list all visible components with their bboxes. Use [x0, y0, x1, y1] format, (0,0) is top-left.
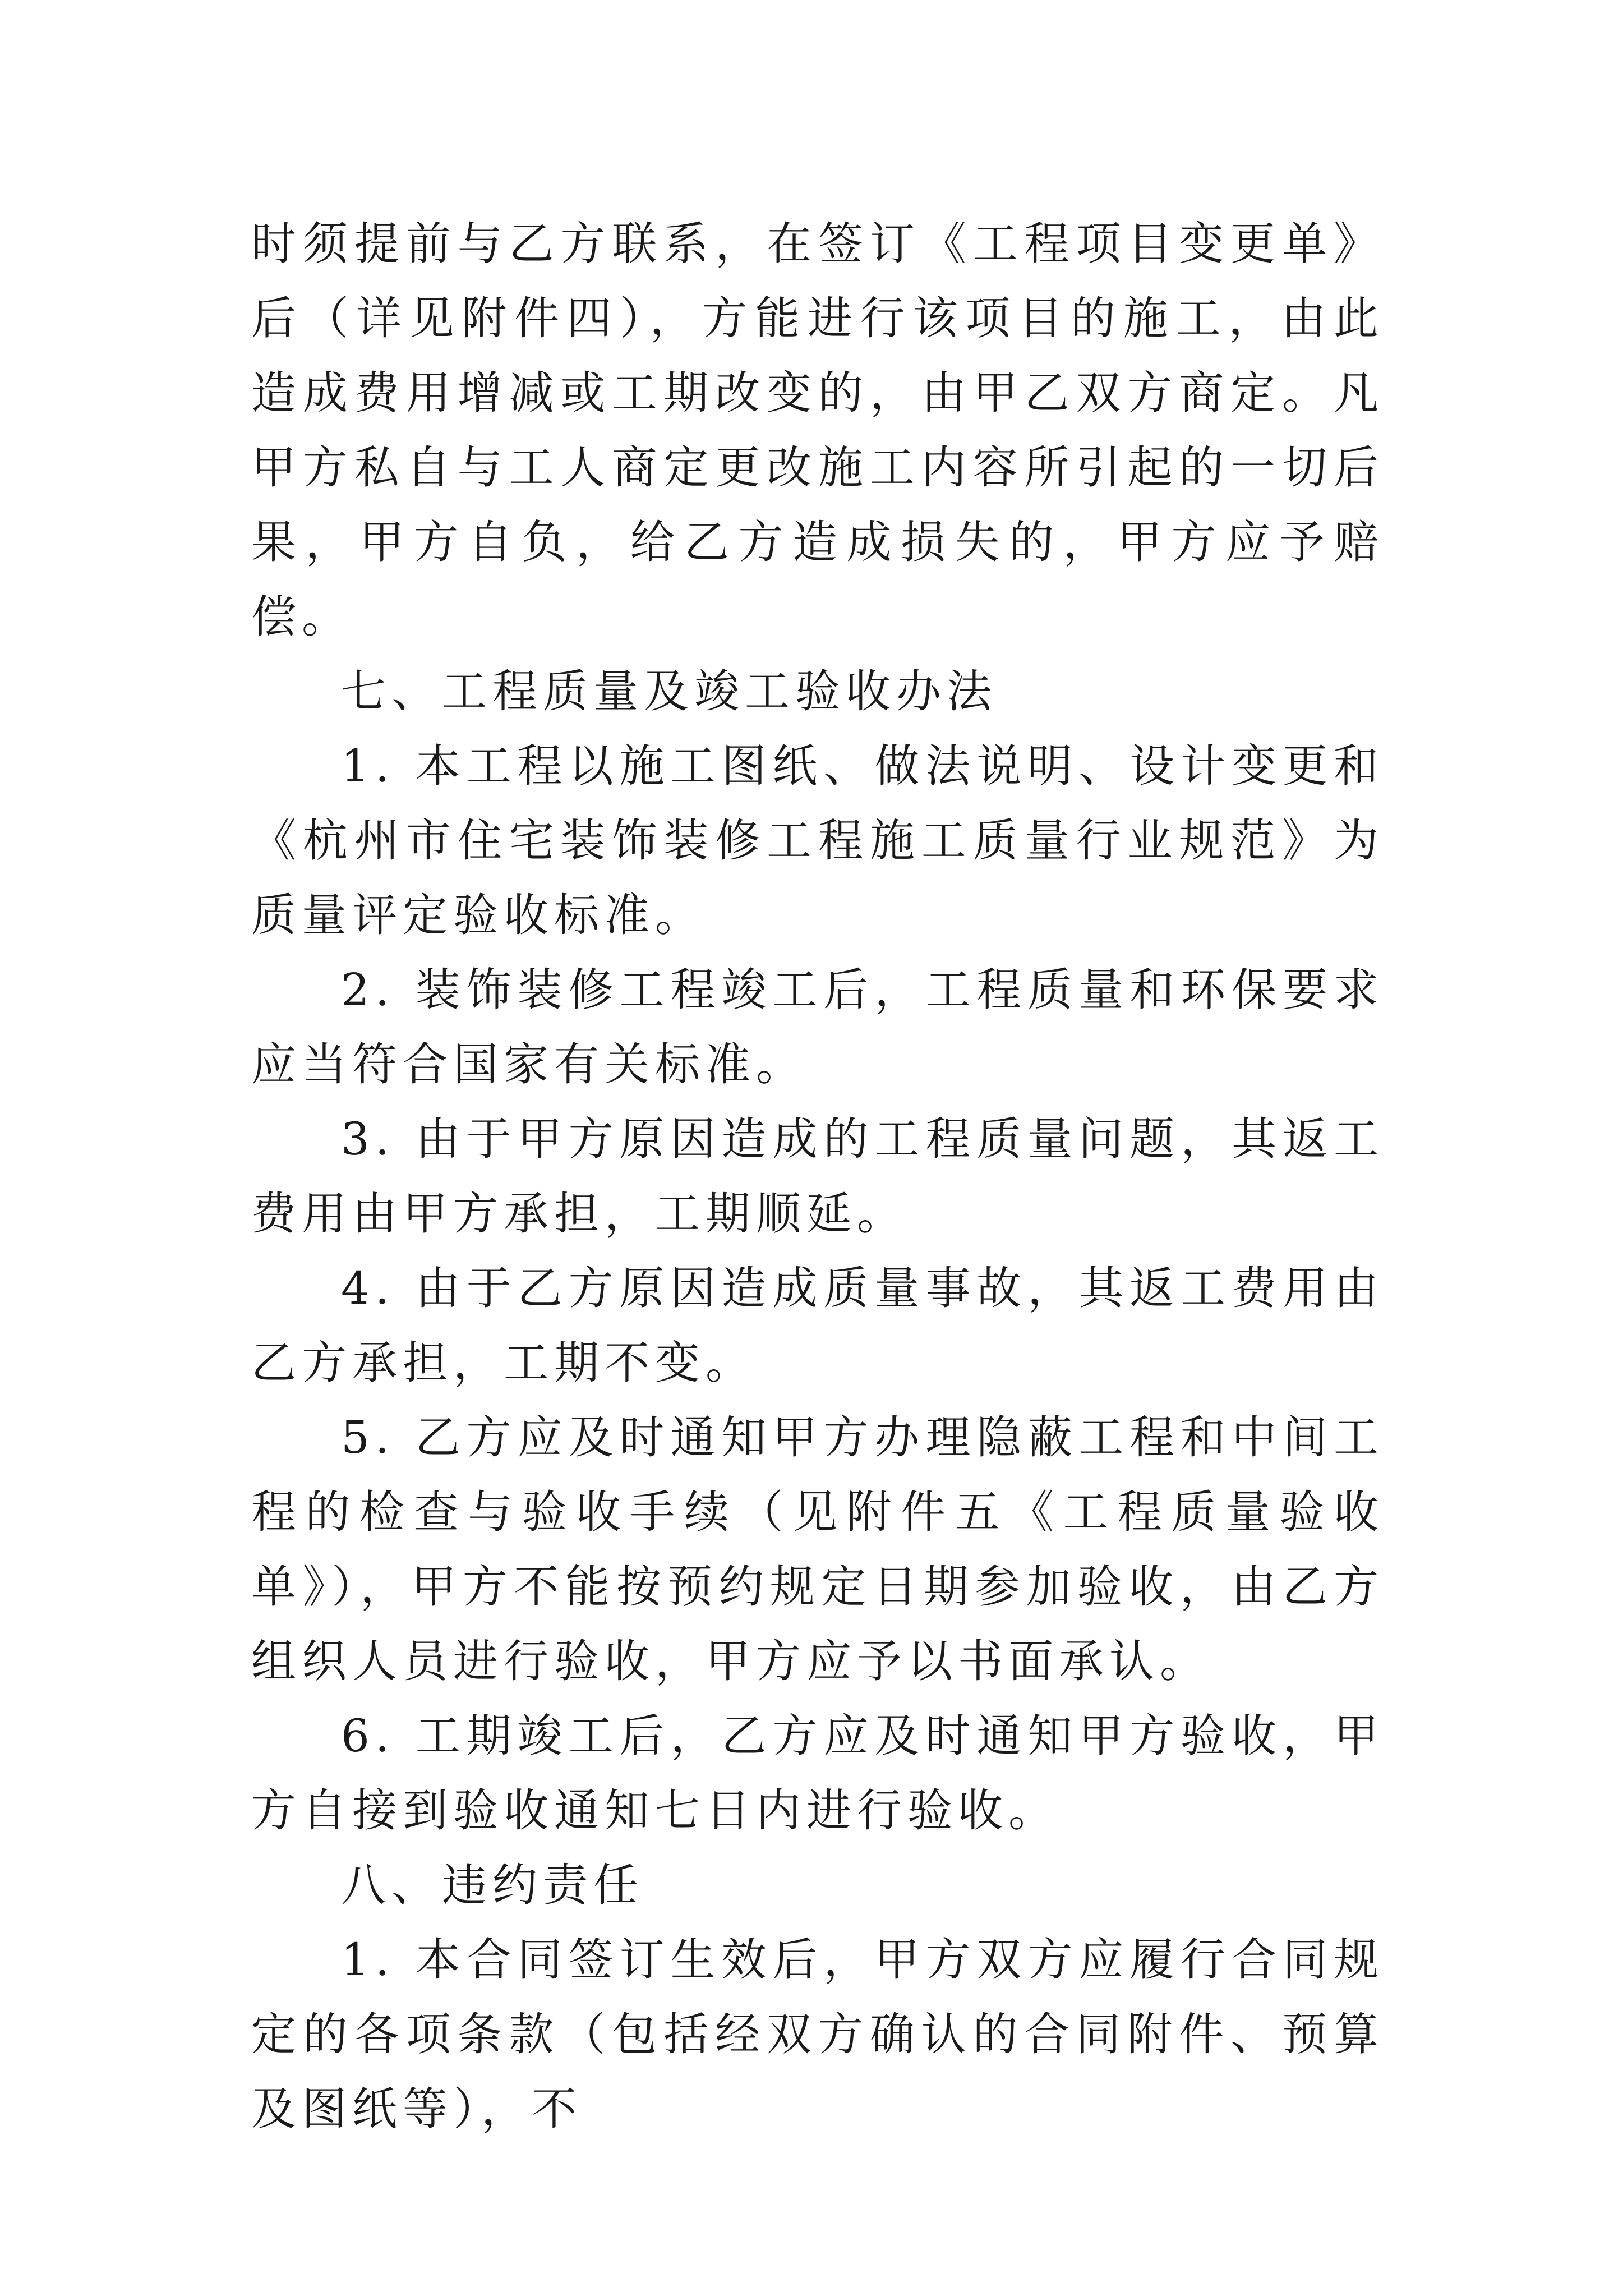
clause-7-5: 5. 乙方应及时通知甲方办理隐蔽工程和中间工程的检查与验收手续（见附件五《工程质量验收单》），甲方不能按预约规定日期参加验收，由乙方组织人员进行验收，甲方应予以书面承认。	[251, 1411, 1384, 1687]
section-heading-liability: 八、违约责任	[341, 1859, 644, 1911]
clause-7-2: 2. 装饰装修工程竣工后，工程质量和环保要求应当符合国家有关标准。	[251, 964, 1384, 1091]
clause-7-1: 1. 本工程以施工图纸、做法说明、设计变更和《杭州市住宅装饰装修工程施工质量行业规范》为质量评定验收标准。	[251, 740, 1384, 941]
section-heading-quality-acceptance: 七、工程质量及竣工验收办法	[341, 665, 997, 717]
document-body	[251, 206, 1384, 2146]
clause-7-6: 6. 工期竣工后，乙方应及时通知甲方验收，甲方自接到验收通知七日内进行验收。	[251, 1710, 1384, 1837]
clause-7-3: 3. 由于甲方原因造成的工程质量问题，其返工费用由甲方承担，工期顺延。	[251, 1113, 1384, 1240]
clause-8-1: 1. 本合同签订生效后，甲方双方应履行合同规定的各项条款（包括经双方确认的合同附件、预算及图纸等），不	[251, 1934, 1384, 2135]
clause-7-4: 4. 由于乙方原因造成质量事故，其返工费用由乙方承担，工期不变。	[251, 1262, 1384, 1389]
paragraph-continuation: 时须提前与乙方联系，在签订《工程项目变更单》后（详见附件四），方能进行该项目的施工，由此造成费用增减或工期改变的，由甲乙双方商定。凡甲方私自与工人商定更改施工内容所引起的一切后果，甲方自负，给乙方造成损失的，甲方应予赔偿。	[251, 218, 1384, 643]
